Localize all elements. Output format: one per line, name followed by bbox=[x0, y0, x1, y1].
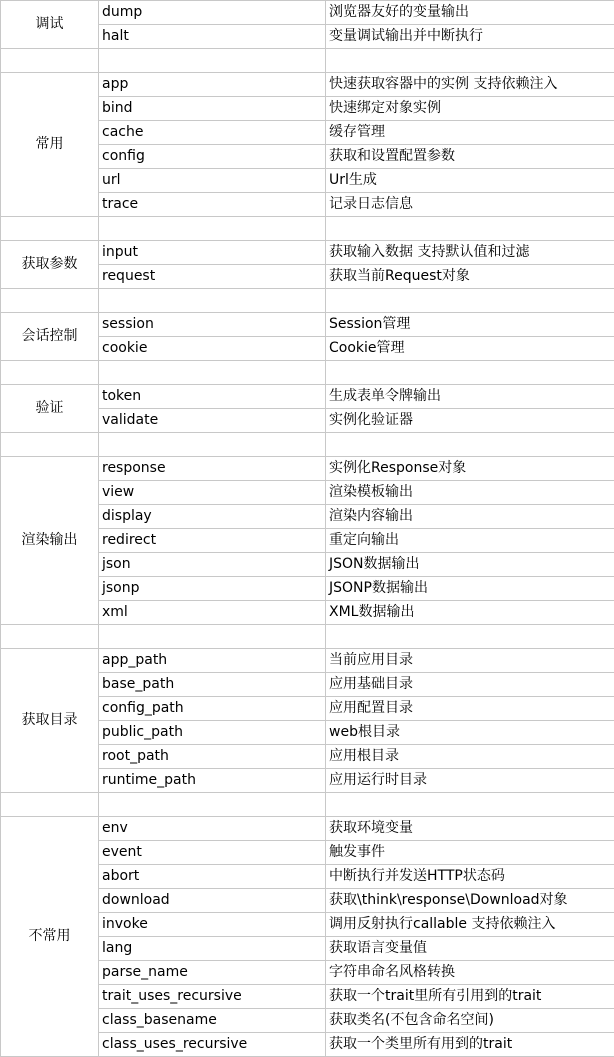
function-name-cell: validate bbox=[99, 409, 326, 433]
empty-cell bbox=[1, 217, 99, 241]
function-description-cell: 触发事件 bbox=[326, 841, 614, 865]
function-name-cell: xml bbox=[99, 601, 326, 625]
table-row bbox=[1, 1, 614, 25]
function-description-cell: 实例化Response对象 bbox=[326, 457, 614, 481]
function-description-cell: 获取环境变量 bbox=[326, 817, 614, 841]
function-description-cell: Cookie管理 bbox=[326, 337, 614, 361]
function-description-cell: 重定向输出 bbox=[326, 529, 614, 553]
spacer-row bbox=[1, 433, 614, 457]
function-description-cell: 应用配置目录 bbox=[326, 697, 614, 721]
function-description-cell: 实例化验证器 bbox=[326, 409, 614, 433]
empty-cell bbox=[326, 361, 614, 385]
empty-cell bbox=[326, 625, 614, 649]
function-name-cell: url bbox=[99, 169, 326, 193]
function-description-cell: 变量调试输出并中断执行 bbox=[326, 25, 614, 49]
empty-cell bbox=[326, 49, 614, 73]
category-cell: 调试 bbox=[1, 1, 99, 49]
spacer-row bbox=[1, 289, 614, 313]
function-description-cell: 渲染内容输出 bbox=[326, 505, 614, 529]
empty-cell bbox=[326, 289, 614, 313]
table-row bbox=[1, 817, 614, 841]
empty-cell bbox=[1, 793, 99, 817]
empty-cell bbox=[1, 433, 99, 457]
function-name-cell: redirect bbox=[99, 529, 326, 553]
function-name-cell: cache bbox=[99, 121, 326, 145]
function-name-cell: input bbox=[99, 241, 326, 265]
spacer-row bbox=[1, 49, 614, 73]
function-name-cell: config_path bbox=[99, 697, 326, 721]
spacer-row bbox=[1, 793, 614, 817]
spacer-row bbox=[1, 361, 614, 385]
function-name-cell: request bbox=[99, 265, 326, 289]
empty-cell bbox=[99, 361, 326, 385]
function-description-cell: 获取一个类里所有用到的trait bbox=[326, 1033, 614, 1057]
table-row bbox=[1, 457, 614, 481]
function-description-cell: 生成表单令牌输出 bbox=[326, 385, 614, 409]
function-name-cell: json bbox=[99, 553, 326, 577]
function-name-cell: download bbox=[99, 889, 326, 913]
function-name-cell: app bbox=[99, 73, 326, 97]
function-name-cell: dump bbox=[99, 1, 326, 25]
function-description-cell: 快速绑定对象实例 bbox=[326, 97, 614, 121]
function-name-cell: halt bbox=[99, 25, 326, 49]
function-name-cell: response bbox=[99, 457, 326, 481]
function-description-cell: 中断执行并发送HTTP状态码 bbox=[326, 865, 614, 889]
function-description-cell: 应用基础目录 bbox=[326, 673, 614, 697]
function-name-cell: base_path bbox=[99, 673, 326, 697]
function-description-cell: 渲染模板输出 bbox=[326, 481, 614, 505]
function-description-cell: 获取当前Request对象 bbox=[326, 265, 614, 289]
function-description-cell: 应用根目录 bbox=[326, 745, 614, 769]
function-description-cell: 获取\think\response\Download对象 bbox=[326, 889, 614, 913]
empty-cell bbox=[326, 433, 614, 457]
function-name-cell: trace bbox=[99, 193, 326, 217]
function-name-cell: class_basename bbox=[99, 1009, 326, 1033]
empty-cell bbox=[1, 49, 99, 73]
function-name-cell: session bbox=[99, 313, 326, 337]
function-description-cell: 快速获取容器中的实例 支持依赖注入 bbox=[326, 73, 614, 97]
function-description-cell: 调用反射执行callable 支持依赖注入 bbox=[326, 913, 614, 937]
function-name-cell: jsonp bbox=[99, 577, 326, 601]
category-cell: 获取参数 bbox=[1, 241, 99, 289]
empty-cell bbox=[99, 217, 326, 241]
table-row bbox=[1, 385, 614, 409]
empty-cell bbox=[99, 793, 326, 817]
table-row bbox=[1, 649, 614, 673]
empty-cell bbox=[99, 49, 326, 73]
spacer-row bbox=[1, 217, 614, 241]
category-cell: 不常用 bbox=[1, 817, 99, 1057]
empty-cell bbox=[326, 217, 614, 241]
function-name-cell: app_path bbox=[99, 649, 326, 673]
function-name-cell: env bbox=[99, 817, 326, 841]
empty-cell bbox=[99, 289, 326, 313]
table-row bbox=[1, 241, 614, 265]
function-description-cell: 当前应用目录 bbox=[326, 649, 614, 673]
table-row bbox=[1, 313, 614, 337]
function-description-cell: JSONP数据输出 bbox=[326, 577, 614, 601]
function-description-cell: JSON数据输出 bbox=[326, 553, 614, 577]
function-description-cell: 字符串命名风格转换 bbox=[326, 961, 614, 985]
function-name-cell: event bbox=[99, 841, 326, 865]
function-name-cell: runtime_path bbox=[99, 769, 326, 793]
function-description-cell: 获取输入数据 支持默认值和过滤 bbox=[326, 241, 614, 265]
spacer-row bbox=[1, 625, 614, 649]
empty-cell bbox=[1, 625, 99, 649]
category-cell: 常用 bbox=[1, 73, 99, 217]
function-description-cell: 获取和设置配置参数 bbox=[326, 145, 614, 169]
function-name-cell: config bbox=[99, 145, 326, 169]
table-row bbox=[1, 73, 614, 97]
function-name-cell: token bbox=[99, 385, 326, 409]
function-name-cell: trait_uses_recursive bbox=[99, 985, 326, 1009]
function-description-cell: 应用运行时目录 bbox=[326, 769, 614, 793]
empty-cell bbox=[99, 625, 326, 649]
function-name-cell: parse_name bbox=[99, 961, 326, 985]
function-description-cell: 记录日志信息 bbox=[326, 193, 614, 217]
category-cell: 获取目录 bbox=[1, 649, 99, 793]
function-name-cell: view bbox=[99, 481, 326, 505]
empty-cell bbox=[1, 361, 99, 385]
function-description-cell: web根目录 bbox=[326, 721, 614, 745]
function-name-cell: public_path bbox=[99, 721, 326, 745]
function-description-cell: Session管理 bbox=[326, 313, 614, 337]
function-name-cell: display bbox=[99, 505, 326, 529]
function-description-cell: 缓存管理 bbox=[326, 121, 614, 145]
function-name-cell: bind bbox=[99, 97, 326, 121]
empty-cell bbox=[326, 793, 614, 817]
function-description-cell: XML数据输出 bbox=[326, 601, 614, 625]
function-name-cell: cookie bbox=[99, 337, 326, 361]
category-cell: 会话控制 bbox=[1, 313, 99, 361]
function-description-cell: 获取语言变量值 bbox=[326, 937, 614, 961]
function-name-cell: class_uses_recursive bbox=[99, 1033, 326, 1057]
function-description-cell: 获取类名(不包含命名空间) bbox=[326, 1009, 614, 1033]
function-description-cell: 浏览器友好的变量输出 bbox=[326, 1, 614, 25]
category-cell: 验证 bbox=[1, 385, 99, 433]
function-name-cell: lang bbox=[99, 937, 326, 961]
empty-cell bbox=[99, 433, 326, 457]
function-name-cell: invoke bbox=[99, 913, 326, 937]
category-cell: 渲染输出 bbox=[1, 457, 99, 625]
table-body bbox=[1, 1, 614, 1057]
function-description-cell: 获取一个trait里所有引用到的trait bbox=[326, 985, 614, 1009]
function-name-cell: root_path bbox=[99, 745, 326, 769]
function-name-cell: abort bbox=[99, 865, 326, 889]
function-description-cell: Url生成 bbox=[326, 169, 614, 193]
empty-cell bbox=[1, 289, 99, 313]
